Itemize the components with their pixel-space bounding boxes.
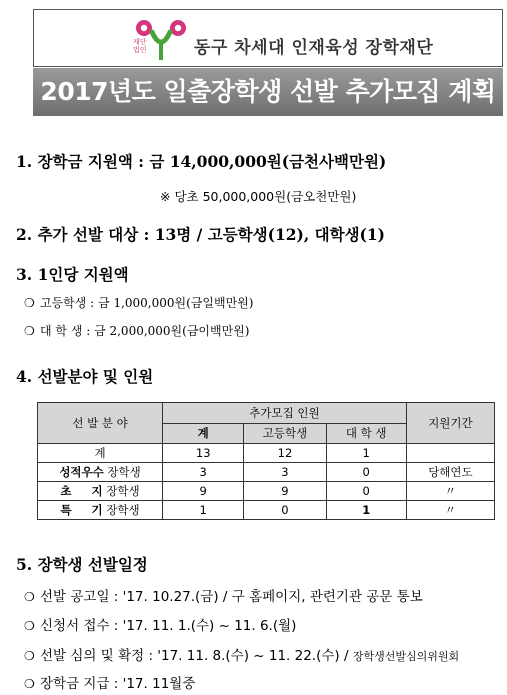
schedule-item-text: 장학금 지급 : '17. 11월중 [40, 676, 196, 692]
list-item [24, 294, 253, 311]
table-cell-period: 〃 [406, 482, 494, 501]
logo-organization-name: 동구 차세대 인재육성 장학재단 [194, 38, 434, 58]
list-item [24, 614, 296, 634]
section1-heading: 1. 장학금 지원액 : 금 14,000,000원(금천사백만원) [16, 152, 387, 171]
schedule-item-text: 선발 공고일 : '17. 10.27.(금) / 구 홈페이지, 관련기관 공문 통보 [40, 589, 423, 605]
table-cell-field: 특 기 장학생 [38, 501, 163, 520]
section3-heading: 3. 1인당 지원액 [16, 265, 129, 284]
table-cell-high: 9 [244, 482, 326, 501]
header-logo-box [33, 9, 503, 67]
list-item [24, 322, 249, 339]
table-cell-total: 9 [163, 482, 244, 501]
section2-heading: 2. 추가 선발 대상 : 13명 / 고등학생(12), 대학생(1) [16, 225, 386, 244]
table-cell-period [406, 444, 494, 463]
bullet-circle-icon: ❍ [24, 677, 35, 691]
table-header-group: 추가모집 인원 [163, 403, 407, 424]
table-cell-univ: 1 [326, 501, 406, 520]
table-cell-period: 〃 [406, 501, 494, 520]
table-cell-total: 13 [163, 444, 244, 463]
table-subheader-univ: 대 학 생 [326, 423, 406, 444]
table-row [38, 482, 495, 501]
schedule-item-text: 선발 심의 및 확정 : '17. 11. 8.(수) ~ 11. 22.(수) / [40, 648, 353, 664]
table-subheader-total: 계 [163, 423, 244, 444]
bullet-circle-icon: ❍ [24, 590, 35, 604]
table-cell-field: 초 지 장학생 [38, 482, 163, 501]
table-cell-high: 3 [244, 463, 326, 482]
table-row [38, 463, 495, 482]
table-cell-field: 성적우수 장학생 [38, 463, 163, 482]
schedule-item-suffix: 장학생선발심의위원회 [352, 650, 460, 663]
selection-table [37, 402, 495, 520]
table-cell-high: 12 [244, 444, 326, 463]
table-subheader-high: 고등학생 [244, 423, 326, 444]
list-item [24, 585, 423, 605]
table-cell-total: 1 [163, 501, 244, 520]
table-cell-high: 0 [244, 501, 326, 520]
title-bar [33, 68, 503, 116]
section4-heading: 4. 선발분야 및 인원 [16, 367, 154, 386]
table-row [38, 501, 495, 520]
table-cell-total: 3 [163, 463, 244, 482]
table-header-field: 선 발 분 야 [38, 403, 163, 444]
list-item [24, 644, 459, 664]
table-cell-period: 당해연도 [406, 463, 494, 482]
table-cell-field: 계 [38, 444, 163, 463]
section5-heading: 5. 장학생 선발일정 [16, 555, 148, 574]
section3-item-text: 고등학생 : 금 1,000,000원(금일백만원) [40, 296, 254, 310]
section3-item-text: 대 학 생 : 금 2,000,000원(금이백만원) [40, 324, 250, 338]
bullet-circle-icon: ❍ [24, 296, 35, 310]
table-cell-univ: 1 [326, 444, 406, 463]
bullet-circle-icon: ❍ [24, 324, 35, 338]
table-cell-univ: 0 [326, 482, 406, 501]
table-row [38, 444, 495, 463]
section1-note: ※ 당초 50,000,000원(금오천만원) [160, 189, 357, 204]
logo-foundation-label: 재단법인 [133, 38, 147, 54]
table-header-period: 지원기간 [406, 403, 494, 444]
bullet-circle-icon: ❍ [24, 649, 35, 663]
bullet-circle-icon: ❍ [24, 619, 35, 633]
page-title: 2017년도 일출장학생 선발 추가모집 계획 [40, 77, 496, 106]
list-item [24, 672, 195, 692]
table-cell-univ: 0 [326, 463, 406, 482]
schedule-item-text: 신청서 접수 : '17. 11. 1.(수) ~ 11. 6.(월) [40, 618, 297, 634]
